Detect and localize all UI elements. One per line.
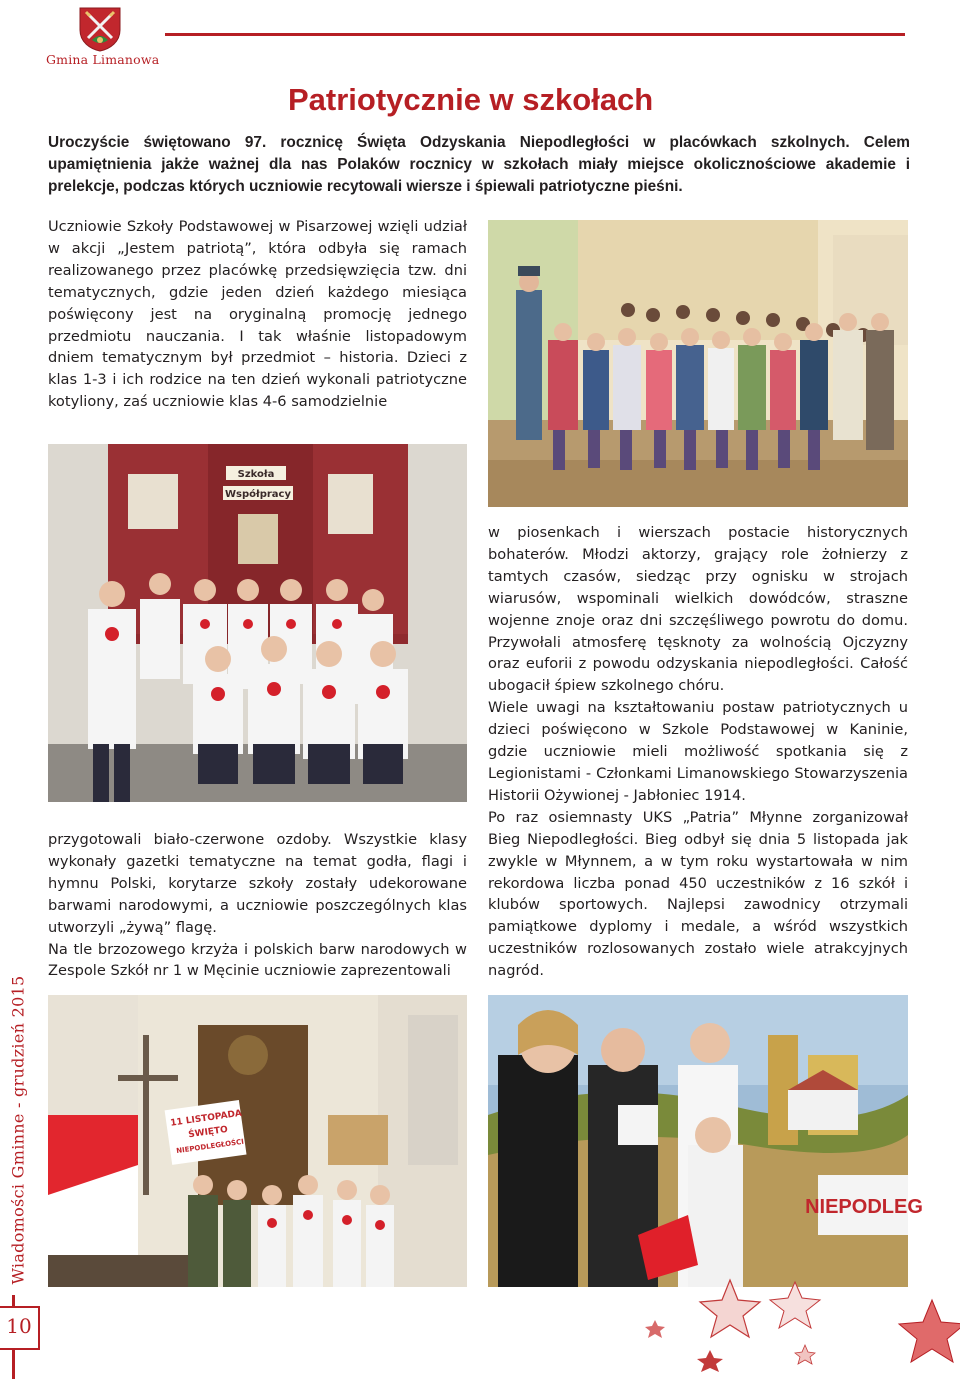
column-2-paragraph-2: Na tle brzozowego krzyża i polskich barw narodowych w Zespole Szkół nr 1 w Męcinie uczniowie zaprezentowali <box>48 940 467 980</box>
banner-line-3: NIEPODLEGŁOŚCI <box>175 1137 245 1156</box>
decorative-stars <box>560 1270 960 1379</box>
board-label-2: Współpracy <box>224 489 292 500</box>
side-publication-label <box>4 970 32 1290</box>
page-number: 10 <box>6 1314 32 1338</box>
board-label-1: Szkoła <box>237 469 275 480</box>
column-1-paragraph: Uczniowie Szkoły Podstawowej w Pisarzowej wzięli udział w akcji „Jestem patriotą”, która odbyła się ramach realizowanego przez placówkę przedsięwzięcia tzw. dni tematycznych, gdzie jeden dzień każdego miesiąca poświęcony jest na oryginalną promocję jednego przedmiotu nauczania. I tak właśnie listopadowym dniem tematycznym był przedmiot – historia. Dzieci z klas 1-3 i ich rodzice na ten dzień wykonali patriotyczne kotyliony, zaś uczniowie klas 4-6 samodzielnie <box>48 218 467 411</box>
star-icon <box>899 1300 960 1362</box>
column-3-paragraph-1: w piosenkach i wierszach postacie historycznych bohaterów. Młodzi aktorzy, grający role żołnierzy z tamtych czasów, siedząc przy ognisku w strojach wiarusów, wspominali wielkich dowódców, straszne wojenne znoje oraz dni szczęśliwego powrotu do domu. Przywołali atmosferę tęsknoty za wolnością Ojczyzny oraz euforii z powodu odzyskania niepodległości. Całość ubogacił śpiew szkolnego chóru. <box>488 524 908 695</box>
star-icon <box>795 1345 815 1364</box>
column-2 <box>48 829 467 982</box>
photo-group-legionnaires <box>488 220 908 507</box>
header-rule <box>165 33 905 36</box>
star-icon <box>697 1350 723 1372</box>
gmina-logo <box>40 6 160 66</box>
column-3-paragraph-2: Wiele uwagi na kształtowaniu postaw patriotycznych u dzieci poświęcono w Szkole Podstawowej w Kaninie, gdzie uczniowie mieli możliwość spotkania się z Legionistami - Członkami Limanowskiego Stowarzyszenia Historii Ożywionej - Jabłoniec 1914. <box>488 699 908 804</box>
photo-pupils-exhibition <box>48 444 467 802</box>
banner-line-2: ŚWIĘTO <box>187 1124 229 1141</box>
column-2-paragraph-1: przygotowali biało-czerwone ozdoby. Wszystkie klasy wykonały gazetki tematyczne na temat godła, flagi i hymnu Polski, korytarze szkoły zostały udekorowane barwami narodowymi, a uczniowie poszczególnych klas utworzyli „żywą” flagę. <box>48 831 467 936</box>
star-icon <box>770 1282 820 1328</box>
article-title: Patriotycznie w szkołach <box>288 82 654 117</box>
star-icon <box>700 1280 760 1337</box>
column-1 <box>48 216 467 413</box>
banner-line-1: 11 LISTOPADA <box>169 1108 243 1129</box>
column-3 <box>488 522 908 982</box>
article-lead: Uroczyście świętowano 97. rocznicę Święta Odzyskania Niepodległości w placówkach szkolnych. Celem upamiętnienia jakże ważnej dla nas Polaków rocznicy w szkołach miały miejsce okolicznościowe akademie i prelekcje, podczas których uczniowie recytowali wiersze i śpiewali patriotyczne pieśni. <box>48 134 910 195</box>
star-icon <box>645 1320 665 1338</box>
photo-independence-run <box>488 995 923 1287</box>
photo-school-performance <box>48 995 467 1287</box>
column-3-paragraph-3: Po raz osiemnasty UKS „Patria” Młynne zorganizował Bieg Niepodległości. Bieg odbył się dnia 5 listopada jak zwykle w Młynnem, a w tym roku wystartowała w nim rekordowa liczba ponad 450 uczestników z 16 szkół i klubów sportowych. Najlepsi zawodnicy otrzymali pamiątkowe dyplomy i medale, a wśród wszystkich uczestników rozlosowanych zostało wiele atrakcyjnych nagród. <box>488 808 908 980</box>
side-text: Wiadomości Gminne - grudzień 2015 <box>8 975 28 1285</box>
coat-of-arms-icon <box>78 6 122 52</box>
logo-text: Gmina Limanowa <box>46 52 160 67</box>
sign-text: NIEPODLEG <box>805 1196 923 1218</box>
